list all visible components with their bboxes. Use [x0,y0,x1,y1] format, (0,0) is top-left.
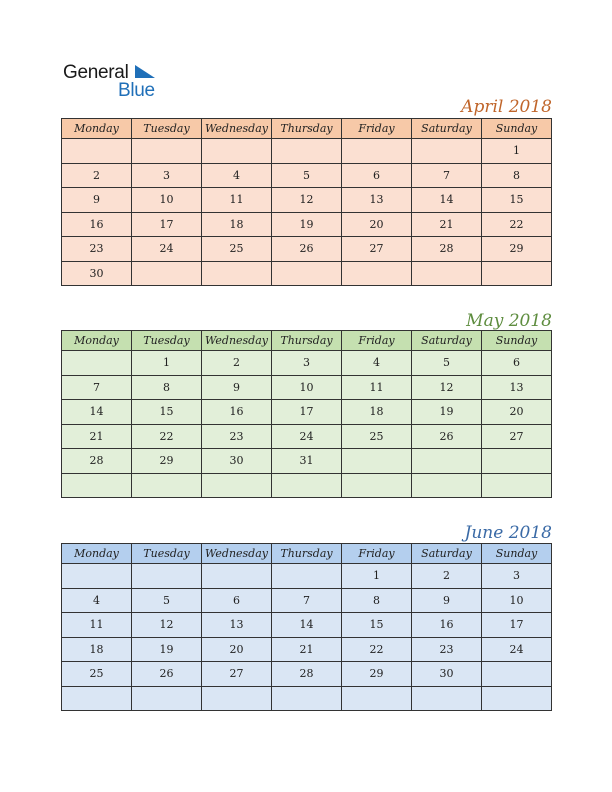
weekday-header: Thursday [272,331,342,351]
day-cell [272,261,342,286]
logo-text-general: General [63,62,129,83]
week-row [62,588,552,613]
weekday-header: Friday [342,119,412,139]
day-cell [412,261,482,286]
day-cell: 29 [482,237,552,262]
day-cell: 14 [412,188,482,213]
day-cell [272,564,342,589]
day-cell [132,564,202,589]
day-cell: 27 [202,662,272,687]
month-title: June 2018 [464,523,552,543]
day-cell: 1 [132,351,202,376]
day-cell [202,473,272,498]
day-cell: 13 [342,188,412,213]
day-cell [202,686,272,711]
day-cell [482,662,552,687]
day-cell: 26 [272,237,342,262]
day-cell [412,686,482,711]
month-title: May 2018 [466,311,552,331]
day-cell: 18 [62,637,132,662]
day-cell: 23 [412,637,482,662]
day-cell: 7 [272,588,342,613]
day-cell: 30 [412,662,482,687]
week-row [62,449,552,474]
day-cell: 12 [132,613,202,638]
day-cell [62,686,132,711]
day-cell: 16 [62,212,132,237]
day-cell: 30 [202,449,272,474]
week-row [62,637,552,662]
day-cell: 27 [482,424,552,449]
day-cell [132,686,202,711]
logo-triangle-icon [134,64,156,80]
week-row [62,564,552,589]
calendar-grid [61,543,552,711]
day-cell: 8 [482,163,552,188]
day-cell: 4 [62,588,132,613]
weekday-header: Friday [342,331,412,351]
weekday-header: Tuesday [132,331,202,351]
day-cell: 29 [132,449,202,474]
day-cell: 6 [202,588,272,613]
weekday-header: Tuesday [132,119,202,139]
weekday-header: Wednesday [202,331,272,351]
day-cell: 5 [272,163,342,188]
day-cell: 10 [132,188,202,213]
day-cell: 23 [202,424,272,449]
week-row [62,261,552,286]
day-cell: 19 [272,212,342,237]
day-cell: 24 [272,424,342,449]
day-cell: 2 [202,351,272,376]
day-cell: 17 [482,613,552,638]
day-cell: 5 [412,351,482,376]
logo-text-blue: Blue [118,80,155,101]
day-cell: 24 [482,637,552,662]
day-cell [62,564,132,589]
weekday-header: Saturday [412,331,482,351]
day-cell [62,139,132,164]
day-cell: 20 [202,637,272,662]
day-cell: 8 [132,375,202,400]
week-row [62,375,552,400]
week-row [62,613,552,638]
day-cell: 9 [62,188,132,213]
day-cell: 27 [342,237,412,262]
day-cell: 16 [202,400,272,425]
day-cell: 21 [272,637,342,662]
day-cell [412,139,482,164]
week-row [62,424,552,449]
day-cell [132,139,202,164]
day-cell [342,686,412,711]
weekday-header-row [62,119,552,139]
day-cell: 11 [62,613,132,638]
day-cell [412,449,482,474]
day-cell: 20 [342,212,412,237]
day-cell: 3 [482,564,552,589]
weekday-header: Monday [62,331,132,351]
day-cell [272,473,342,498]
day-cell: 28 [62,449,132,474]
day-cell: 19 [412,400,482,425]
day-cell [132,473,202,498]
day-cell: 22 [342,637,412,662]
day-cell: 25 [202,237,272,262]
day-cell [482,473,552,498]
weekday-header: Saturday [412,544,482,564]
day-cell: 1 [482,139,552,164]
day-cell: 11 [342,375,412,400]
weekday-header: Thursday [272,544,342,564]
weekday-header: Wednesday [202,119,272,139]
generalblue-logo [63,60,173,102]
week-row [62,351,552,376]
day-cell [132,261,202,286]
day-cell: 7 [62,375,132,400]
weekday-header: Monday [62,544,132,564]
weekday-header-row [62,544,552,564]
day-cell: 6 [342,163,412,188]
week-row [62,662,552,687]
day-cell: 24 [132,237,202,262]
day-cell: 22 [132,424,202,449]
weekday-header: Sunday [482,544,552,564]
day-cell [342,449,412,474]
week-row [62,237,552,262]
day-cell: 21 [412,212,482,237]
day-cell: 8 [342,588,412,613]
week-row [62,473,552,498]
day-cell: 21 [62,424,132,449]
day-cell: 9 [412,588,482,613]
day-cell: 22 [482,212,552,237]
day-cell: 14 [272,613,342,638]
day-cell [272,686,342,711]
day-cell [482,449,552,474]
day-cell [342,261,412,286]
day-cell [202,261,272,286]
day-cell: 14 [62,400,132,425]
day-cell: 13 [482,375,552,400]
weekday-header: Monday [62,119,132,139]
day-cell: 13 [202,613,272,638]
weekday-header-row [62,331,552,351]
day-cell [342,139,412,164]
day-cell [482,261,552,286]
day-cell: 19 [132,637,202,662]
day-cell: 18 [342,400,412,425]
weekday-header: Thursday [272,119,342,139]
day-cell [202,139,272,164]
weekday-header: Sunday [482,331,552,351]
calendar-grid [61,330,552,498]
week-row [62,163,552,188]
day-cell: 16 [412,613,482,638]
day-cell: 31 [272,449,342,474]
day-cell: 12 [272,188,342,213]
day-cell: 9 [202,375,272,400]
day-cell: 4 [342,351,412,376]
week-row [62,212,552,237]
day-cell: 6 [482,351,552,376]
day-cell: 10 [482,588,552,613]
day-cell: 28 [412,237,482,262]
weekday-header: Wednesday [202,544,272,564]
day-cell [62,351,132,376]
day-cell [342,473,412,498]
day-cell [202,564,272,589]
weekday-header: Friday [342,544,412,564]
day-cell: 25 [342,424,412,449]
calendar-grid [61,118,552,286]
day-cell: 15 [342,613,412,638]
day-cell: 29 [342,662,412,687]
day-cell: 15 [132,400,202,425]
weekday-header: Tuesday [132,544,202,564]
week-row [62,686,552,711]
day-cell [62,473,132,498]
month-title: April 2018 [461,97,552,117]
day-cell: 1 [342,564,412,589]
day-cell [272,139,342,164]
day-cell: 26 [412,424,482,449]
day-cell: 26 [132,662,202,687]
weekday-header: Saturday [412,119,482,139]
day-cell: 3 [272,351,342,376]
week-row [62,188,552,213]
day-cell: 15 [482,188,552,213]
day-cell [482,686,552,711]
day-cell: 17 [132,212,202,237]
day-cell: 17 [272,400,342,425]
day-cell: 2 [62,163,132,188]
week-row [62,400,552,425]
day-cell: 12 [412,375,482,400]
day-cell: 5 [132,588,202,613]
weekday-header: Sunday [482,119,552,139]
day-cell: 18 [202,212,272,237]
day-cell: 11 [202,188,272,213]
day-cell: 4 [202,163,272,188]
day-cell: 25 [62,662,132,687]
day-cell: 10 [272,375,342,400]
day-cell: 20 [482,400,552,425]
day-cell: 23 [62,237,132,262]
week-row [62,139,552,164]
day-cell: 28 [272,662,342,687]
day-cell: 7 [412,163,482,188]
day-cell: 30 [62,261,132,286]
day-cell [412,473,482,498]
day-cell: 2 [412,564,482,589]
day-cell: 3 [132,163,202,188]
